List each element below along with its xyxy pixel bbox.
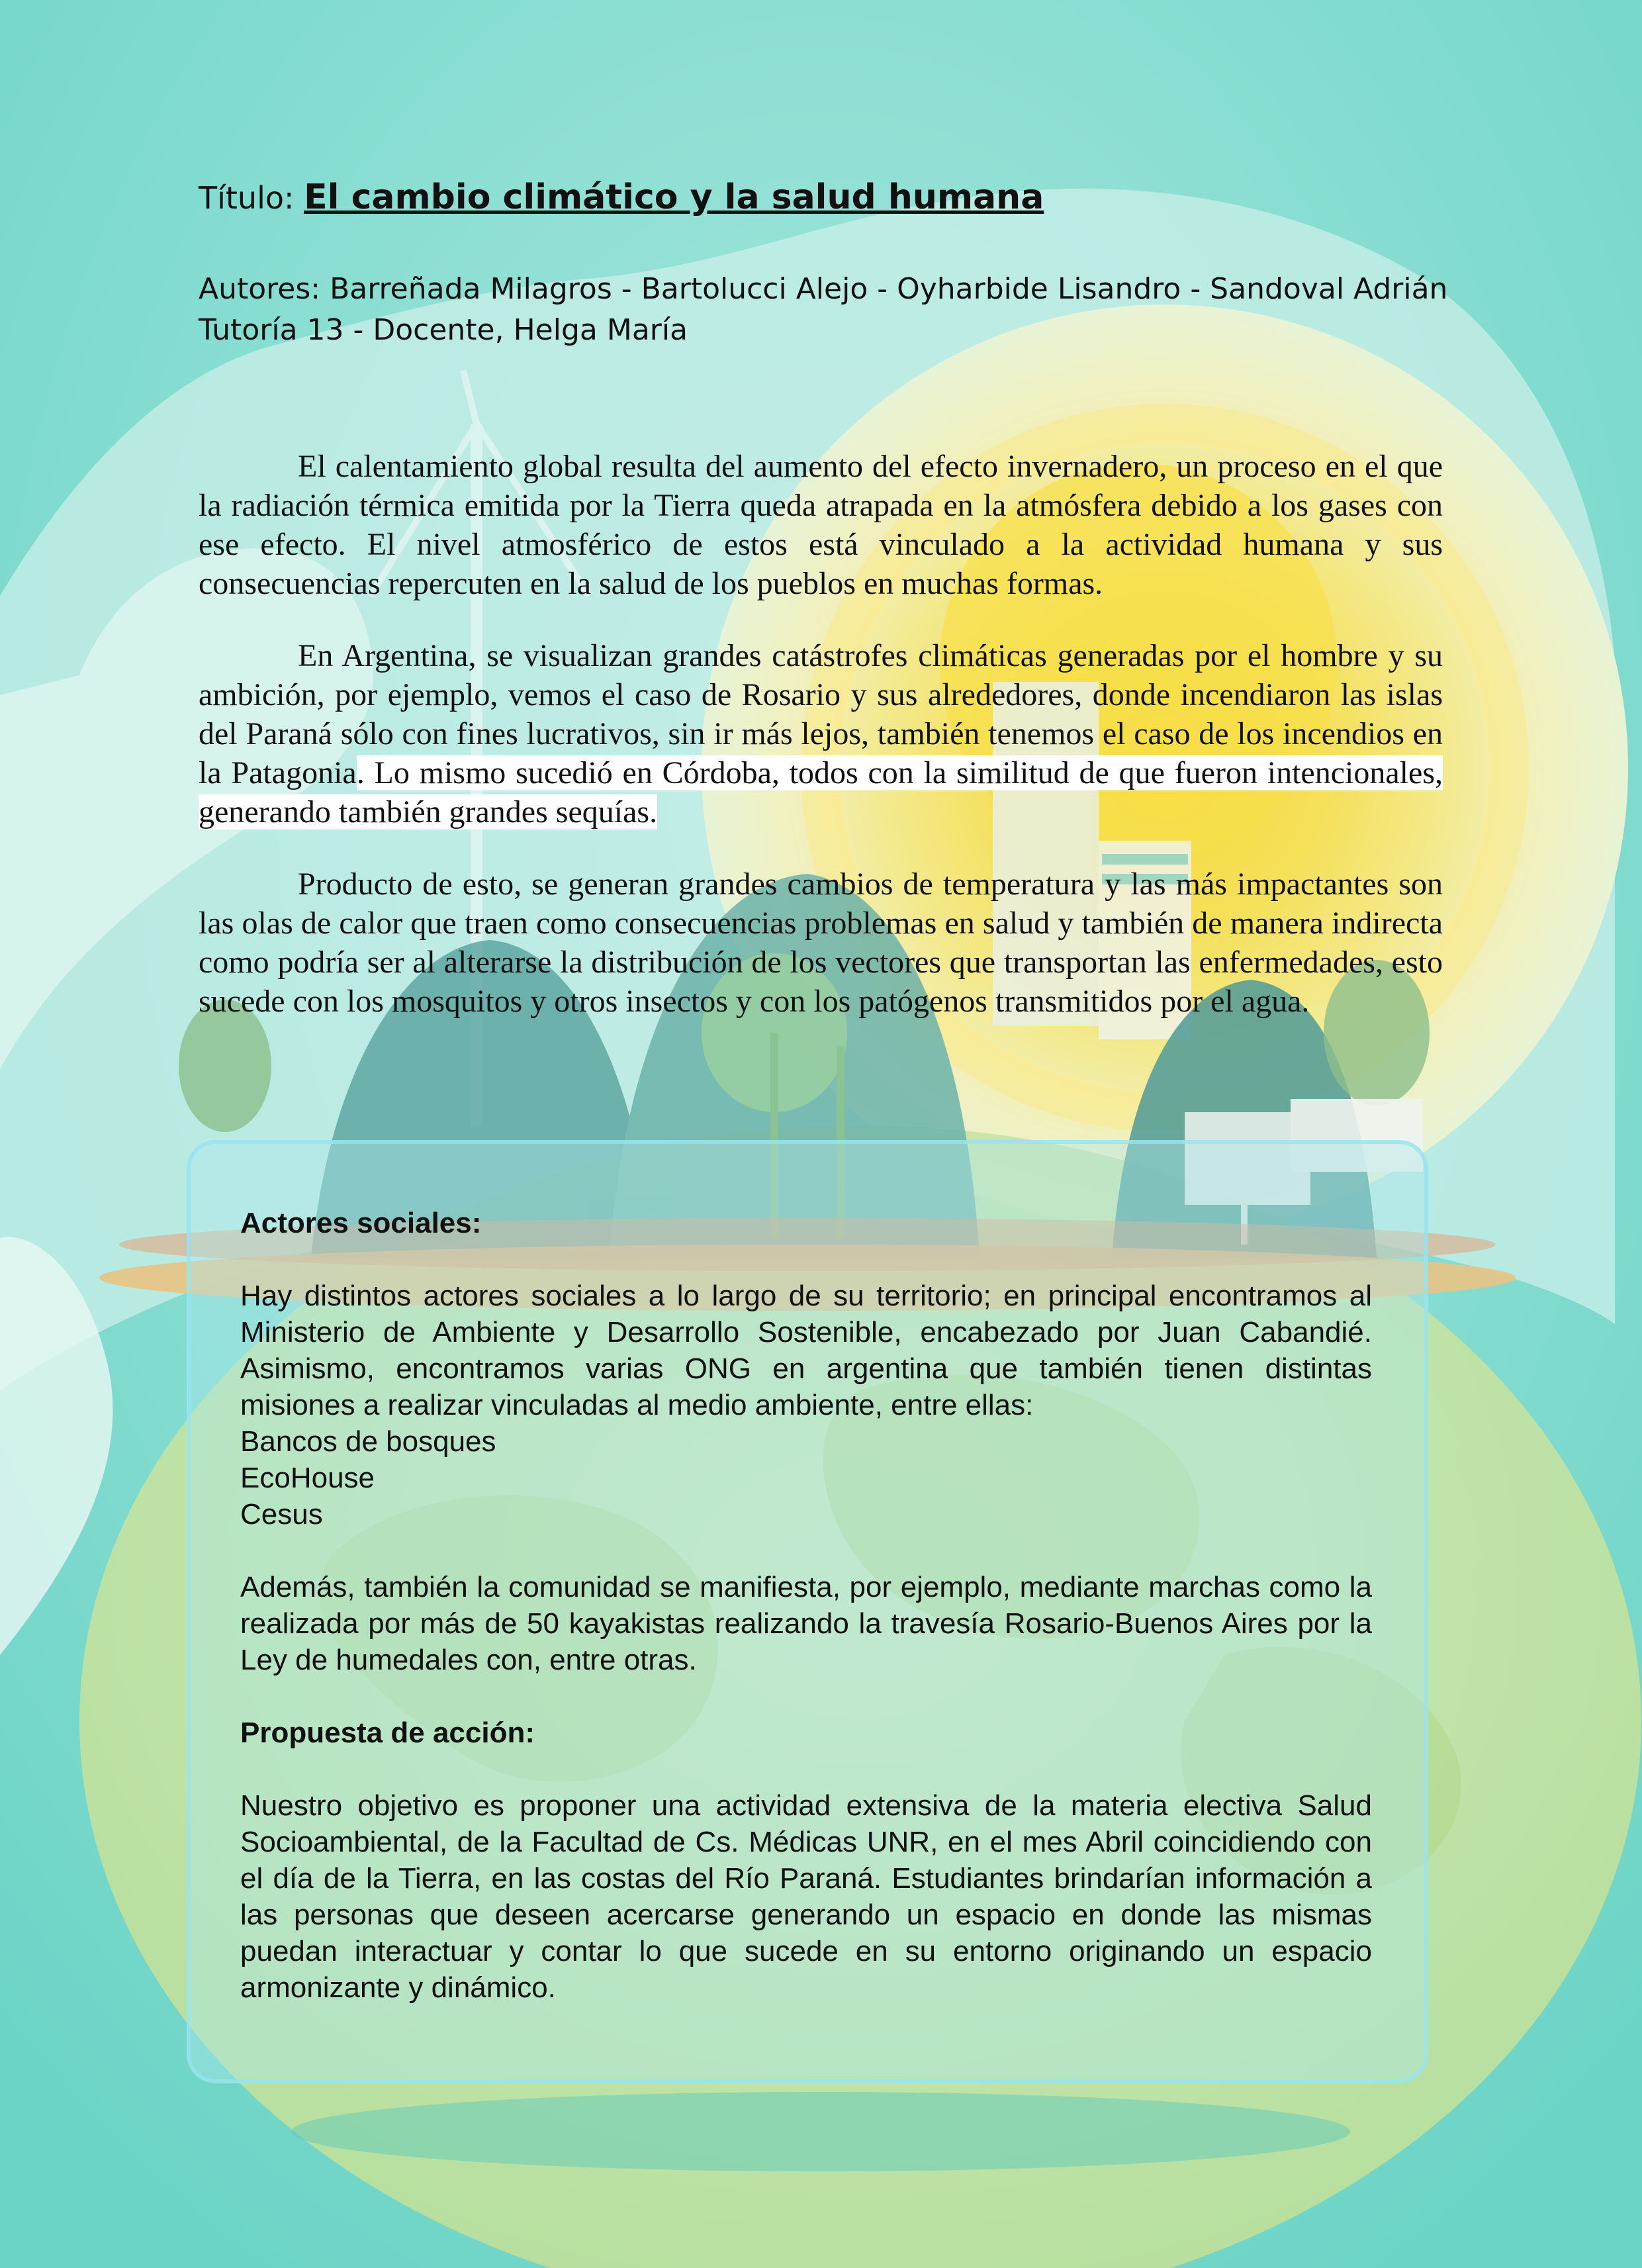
- actores-heading: Actores sociales:: [240, 1207, 482, 1239]
- info-box-content: [240, 1205, 1372, 2042]
- intro-paragraph-2b-highlight: . Lo mismo sucedió en Córdoba, todos con la similitud de que fueron intencionales, generando también grandes sequías.: [199, 755, 1443, 829]
- title-label: Título:: [199, 180, 295, 216]
- tutoria: Tutoría 13 - Docente, Helga María: [199, 313, 688, 347]
- propuesta-heading: Propuesta de acción:: [240, 1717, 535, 1749]
- title-line: [199, 177, 1456, 217]
- ong-list-item: Cesus: [240, 1498, 323, 1531]
- propuesta-text: Nuestro objetivo es proponer una actividad extensiva de la materia electiva Salud Socioambiental, de la Facultad de Cs. Médicas UNR, en el mes Abril coincidiendo con el día de la Tierra, en las costas del Río Paraná. Estudiantes brindarían información a las personas que deseen acercarse generando un espacio en donde las mismas puedan interactuar y contar lo que sucede en su entorno originando un espacio armonizante y dinámico.: [240, 1789, 1372, 2004]
- actores-text: Hay distintos actores sociales a lo largo de su territorio; en principal encontramos al Ministerio de Ambiente y Desarrollo Sostenible, encabezado por Juan Cabandié. Asimismo, encontramos varias ONG en argentina que también tienen distintas misiones a realizar vinculadas al medio ambiente, entre ellas:: [240, 1280, 1372, 1421]
- ong-list-item: Bancos de bosques: [240, 1425, 496, 1458]
- header: [199, 177, 1456, 351]
- authors: Autores: Barreñada Milagros - Bartolucci Alejo - Oyharbide Lisandro - Sandoval Adrián: [199, 272, 1448, 306]
- comunidad-text: Además, también la comunidad se manifiesta, por ejemplo, mediante marchas como la realizada por más de 50 kayakistas realizando la travesía Rosario-Buenos Aires por la Ley de humedales con, entre otras.: [240, 1571, 1372, 1676]
- bottom-shadow: [291, 2092, 1350, 2171]
- ong-list-item: EcoHouse: [240, 1462, 375, 1494]
- document-title: El cambio climático y la salud humana: [304, 177, 1044, 217]
- intro-section: [199, 447, 1443, 1054]
- intro-paragraph-1: El calentamiento global resulta del aumento del efecto invernadero, un proceso en el que la radiación térmica emitida por la Tierra queda atrapada en la atmósfera debido a los gases con ese efecto. El nivel atmosférico de estos está vinculado a la actividad humana y sus consecuencias repercuten en la salud de los pueblos en muchas formas.: [199, 449, 1443, 601]
- ong-list: [240, 1423, 1372, 1533]
- intro-paragraph-3: Producto de esto, se generan grandes cambios de temperatura y las más impactantes son las olas de calor que traen como consecuencias problemas en salud y también de manera indirecta como podría ser al alterarse la distribución de los vectores que transportan las enfermedades, esto sucede con los mosquitos y otros insectos y con los patógenos transmitidos por el agua.: [199, 867, 1443, 1019]
- intro-paragraph-2a: En Argentina, se visualizan grandes catástrofes climáticas generadas por el hombre y su ambición, por ejemplo, vemos el caso de Rosario y sus alrededores, donde incendiaron las islas del Paraná sólo con fines lucrativos, sin ir más lejos, también tenemos el caso de los incendios en la Patagonia: [199, 638, 1443, 790]
- intro-paragraph-2: [199, 636, 1443, 831]
